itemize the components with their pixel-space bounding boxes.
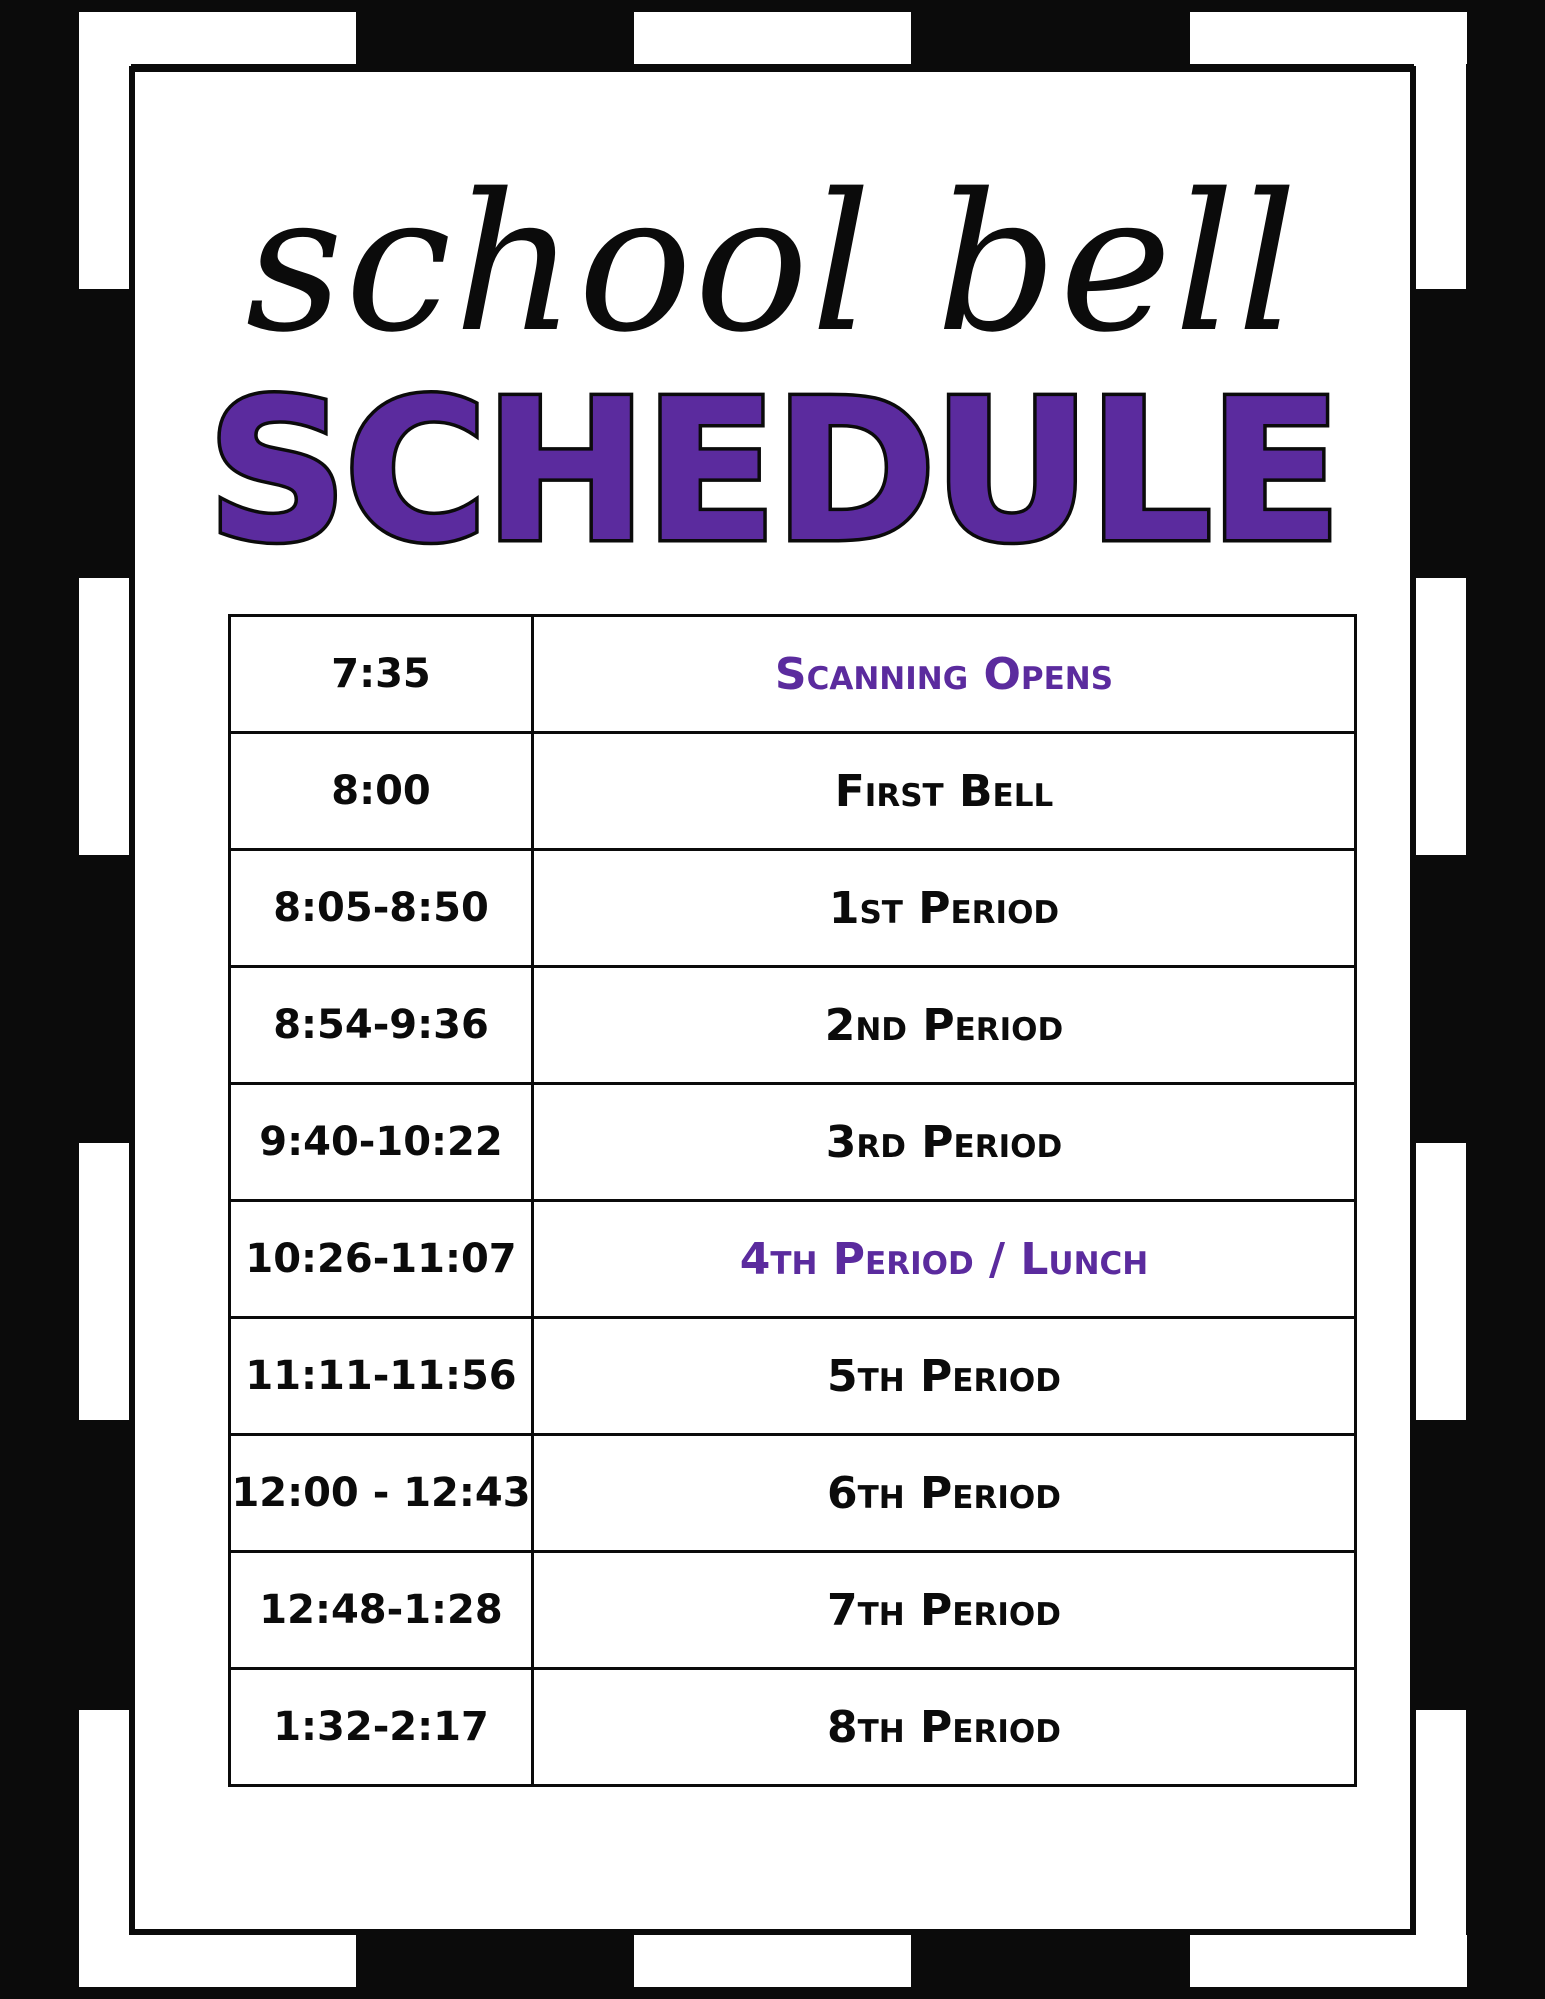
frame-tab-left-2 xyxy=(79,578,131,855)
time-cell: 8:05-8:50 xyxy=(230,850,533,967)
event-cell: 1st Period xyxy=(533,850,1356,967)
event-cell: 4th Period / Lunch xyxy=(533,1201,1356,1318)
frame-tab-left-1 xyxy=(79,12,131,289)
time-cell: 9:40-10:22 xyxy=(230,1084,533,1201)
event-cell: Scanning Opens xyxy=(533,616,1356,733)
time-cell: 11:11-11:56 xyxy=(230,1318,533,1435)
time-cell: 10:26-11:07 xyxy=(230,1201,533,1318)
event-cell: 5th Period xyxy=(533,1318,1356,1435)
frame-tab-right-3 xyxy=(1414,1143,1466,1420)
frame-tab-right-1 xyxy=(1414,12,1466,289)
event-cell: 3rd Period xyxy=(533,1084,1356,1201)
time-cell: 1:32-2:17 xyxy=(230,1669,533,1786)
event-cell: 7th Period xyxy=(533,1552,1356,1669)
script-title: school bell xyxy=(245,153,1300,374)
table-row xyxy=(230,1201,1356,1318)
frame-tab-bottom-center xyxy=(634,1935,911,1987)
table-row xyxy=(230,1435,1356,1552)
table-row xyxy=(230,616,1356,733)
frame-tab-right-4 xyxy=(1414,1710,1466,1987)
table-row xyxy=(230,1552,1356,1669)
time-cell: 7:35 xyxy=(230,616,533,733)
frame-tab-left-4 xyxy=(79,1710,131,1987)
table-row xyxy=(230,850,1356,967)
time-cell: 8:54-9:36 xyxy=(230,967,533,1084)
frame-tab-left-3 xyxy=(79,1143,131,1420)
schedule-table xyxy=(228,614,1357,1787)
table-row xyxy=(230,733,1356,850)
table-row xyxy=(230,967,1356,1084)
time-cell: 8:00 xyxy=(230,733,533,850)
table-row xyxy=(230,1318,1356,1435)
frame-tab-top-center xyxy=(634,12,911,64)
block-title: SCHEDULE xyxy=(206,358,1339,586)
event-cell: 8th Period xyxy=(533,1669,1356,1786)
event-cell: 2nd Period xyxy=(533,967,1356,1084)
frame-tab-right-2 xyxy=(1414,578,1466,855)
event-cell: 6th Period xyxy=(533,1435,1356,1552)
schedule-card xyxy=(129,66,1416,1935)
time-cell: 12:48-1:28 xyxy=(230,1552,533,1669)
event-cell: First Bell xyxy=(533,733,1356,850)
time-cell: 12:00 - 12:43 xyxy=(230,1435,533,1552)
table-row xyxy=(230,1669,1356,1786)
table-row xyxy=(230,1084,1356,1201)
